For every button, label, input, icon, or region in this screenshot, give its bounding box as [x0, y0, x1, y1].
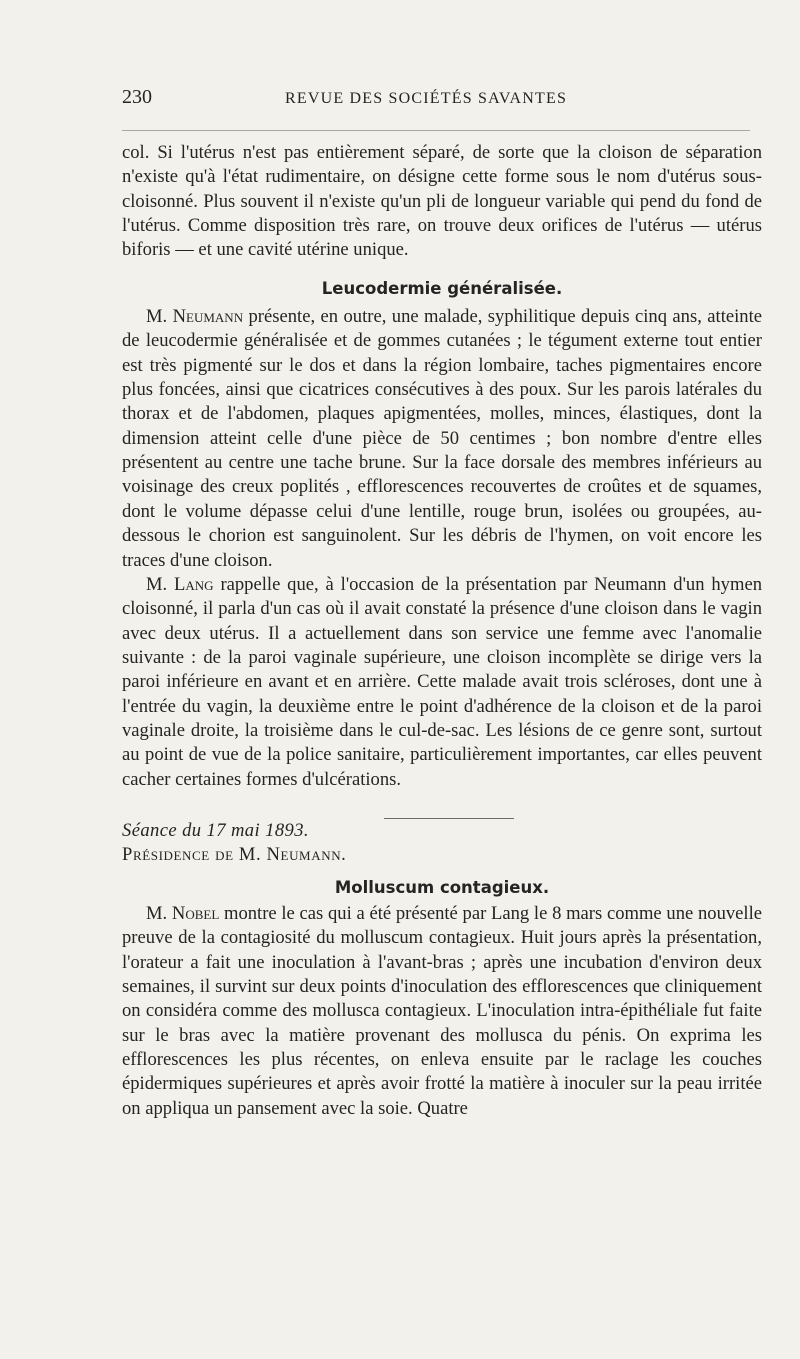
- page-number: 230: [122, 86, 152, 108]
- paragraph-neumann: [122, 305, 762, 573]
- paragraph-continuation: col. Si l'utérus n'est pas entièrement séparé, de sorte que la cloison de séparation n'existe qu'à l'état rudimentaire, on désigne cette forme sous le nom d'utérus sous-cloisonné. Plus souvent il n'existe qu'un pli de longueur variable qui pend du fond de l'utérus. Comme disposition très rare, on trouve deux orifices de l'utérus — utérus biforis — et une cavité utérine unique.: [122, 142, 762, 261]
- speaker-neumann: M. Neumann: [146, 306, 244, 328]
- paragraph-neumann-text: présente, en outre, une malade, syphilitique depuis cinq ans, atteinte de leucodermie généralisée et de gommes cutanées ; le tégument externe tout entier est très pigmenté sur le dos et dans la région lombaire, taches pigmentaires encore plus foncées, ainsi que cicatrices consécutives à des poux. Sur les parois latérales du thorax et de l'abdomen, plaques apigmentées, molles, minces, élastiques, dont la dimension atteint celle d'une pièce de 50 centimes ; bon nombre d'entre elles présentent au centre une tache brune. Sur la face dorsale des membres inférieurs au voisinage des creux poplités , efflorescences recouvertes de croûtes et de squames, dont le volume dépasse celui d'une lentille, rouge brun, isolées ou groupées, au-dessous le chorion est sanguinolent. Sur les débris de l'hymen, on voit encore les traces d'une cloison.: [122, 306, 762, 571]
- paragraph-nobel: [122, 902, 762, 1121]
- page-header: [122, 86, 762, 116]
- session-date: Séance du 17 mai 1893.: [122, 819, 309, 841]
- paragraph-lang-text: rappelle que, à l'occasion de la présentation par Neumann d'un hymen cloisonné, il parla d'un cas où il avait constaté la présence d'une cloison dans le vagin avec deux utérus. Il a actuellement dans son service une femme avec l'anomalie suivante : de la paroi vaginale supérieure, une cloison incomplète se dirige vers la paroi inférieure en avant et en arrière. Cette malade avait trois scléroses, dont une à l'entrée du vagin, la deuxième entre le point d'adhérence de la cloison et de la paroi vaginale droite, la troisième dans le cul-de-sac. Les lésions de ce genre sont, surtout au point de vue de la police sanitaire, particulièrement importantes, car elles peuvent cacher certaines formes d'ulcérations.: [122, 573, 762, 790]
- heading-molluscum: Molluscum contagieux.: [334, 877, 550, 897]
- header-rule: [122, 130, 750, 131]
- running-title: REVUE DES SOCIÉTÉS SAVANTES: [285, 90, 568, 107]
- speaker-lang: M. Lang: [146, 573, 214, 595]
- paragraph-lang: [122, 573, 762, 792]
- heading-leucodermie: Leucodermie généralisée.: [321, 278, 563, 298]
- session-presidency: Présidence de M. Neumann.: [122, 844, 347, 866]
- body-text: [122, 141, 762, 1121]
- speaker-nobel: M. Nobel: [146, 902, 220, 924]
- paragraph-nobel-text: montre le cas qui a été présenté par Lang le 8 mars comme une nouvelle preuve de la contagiosité du molluscum contagieux. Huit jours après la présentation, l'orateur a fait une inoculation à l'avant-bras ; après une incubation d'environ deux semaines, il survint sur deux points d'inoculation des efflorescences que cliniquement on considéra comme des mollusca contagieux. L'inoculation intra-épithéliale fut faite sur le bras avec la matière provenant des mollusca du pénis. On exprima les efflorescences les plus récentes, on enleva ensuite par le raclage les couches épidermiques supérieures et après avoir frotté la matière à inoculer sur la peau irritée on appliqua un pansement avec la soie. Quatre: [122, 902, 762, 1119]
